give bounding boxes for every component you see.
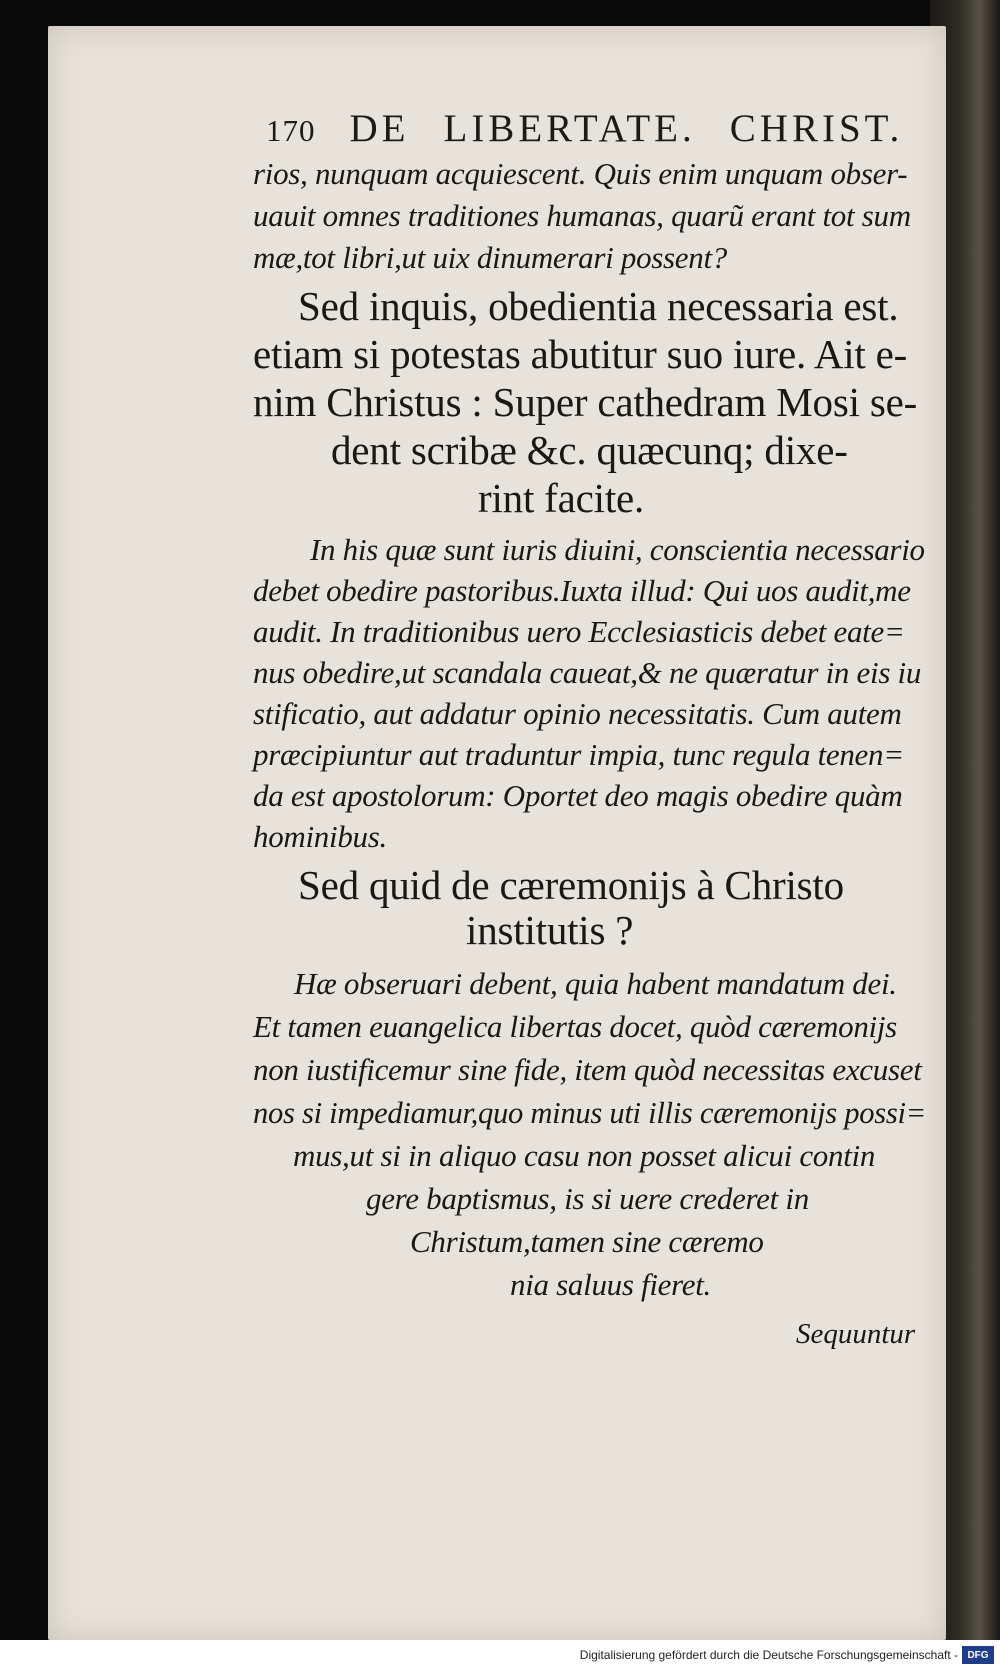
text-line: nus obedire,ut scandala caueat,& ne quæratur in eis iu: [253, 655, 922, 690]
text-line: mus,ut si in aliquo casu non posset alicui contin: [293, 1138, 876, 1173]
text-line: præcipiuntur aut traduntur impia, tunc regula tenen=: [253, 737, 904, 772]
book-page: [48, 26, 946, 1640]
text-line: mæ,tot libri,ut uix dinumerari possent?: [253, 240, 727, 275]
header-title-mid: LIBERTATE.: [443, 107, 696, 150]
text-line: gere baptismus, is si uere crederet in: [366, 1181, 809, 1216]
question-line: dent scribæ &c. quæcunq; dixe-: [331, 427, 848, 473]
text-line: audit. In traditionibus uero Ecclesiasticis debet eate=: [253, 614, 905, 649]
header-title-right: CHRIST.: [729, 107, 904, 150]
text-line: non iustificemur sine fide, item quòd necessitas excuset: [253, 1052, 922, 1087]
text-line: nia saluus fieret.: [510, 1267, 711, 1302]
question-line: etiam si potestas abutitur suo iure. Ait e-: [253, 331, 908, 377]
text-line: Hæ obseruari debent, quia habent mandatum dei.: [294, 966, 897, 1001]
question-line: Sed quid de cæremonijs à Christo: [298, 862, 844, 908]
text-line: uauit omnes traditiones humanas, quarũ erant tot sum: [253, 198, 911, 233]
catchword: Sequuntur: [796, 1318, 916, 1350]
text-line: Christum,tamen sine cæremo: [410, 1224, 764, 1259]
digitization-footer: [0, 1640, 1000, 1671]
question-line: rint facite.: [478, 475, 645, 521]
text-line: In his quæ sunt iuris diuini, conscientia necessario: [310, 532, 925, 567]
text-line: debet obedire pastoribus.Iuxta illud: Qui uos audit,me: [253, 573, 911, 608]
text-line: nos si impediamur,quo minus uti illis cæremonijs possi=: [253, 1095, 927, 1130]
text-line: hominibus.: [253, 819, 387, 854]
question-line: Sed inquis, obedientia necessaria est.: [298, 283, 899, 329]
funding-credit: Digitalisierung gefördert durch die Deutsche Forschungsgemeinschaft -: [579, 1648, 958, 1662]
question-line: nim Christus : Super cathedram Mosi se-: [253, 379, 918, 425]
text-line: rios, nunquam acquiescent. Quis enim unquam obser-: [253, 156, 908, 191]
header-title-left: DE: [349, 107, 410, 150]
text-line: stificatio, aut addatur opinio necessitatis. Cum autem: [253, 696, 902, 731]
page-number: 170: [266, 113, 316, 148]
text-line: Et tamen euangelica libertas docet, quòd cæremonijs: [253, 1009, 897, 1044]
dfg-logo: DFG: [962, 1646, 994, 1664]
text-line: da est apostolorum: Oportet deo magis obedire quàm: [253, 778, 903, 813]
question-line: institutis ?: [466, 907, 634, 953]
